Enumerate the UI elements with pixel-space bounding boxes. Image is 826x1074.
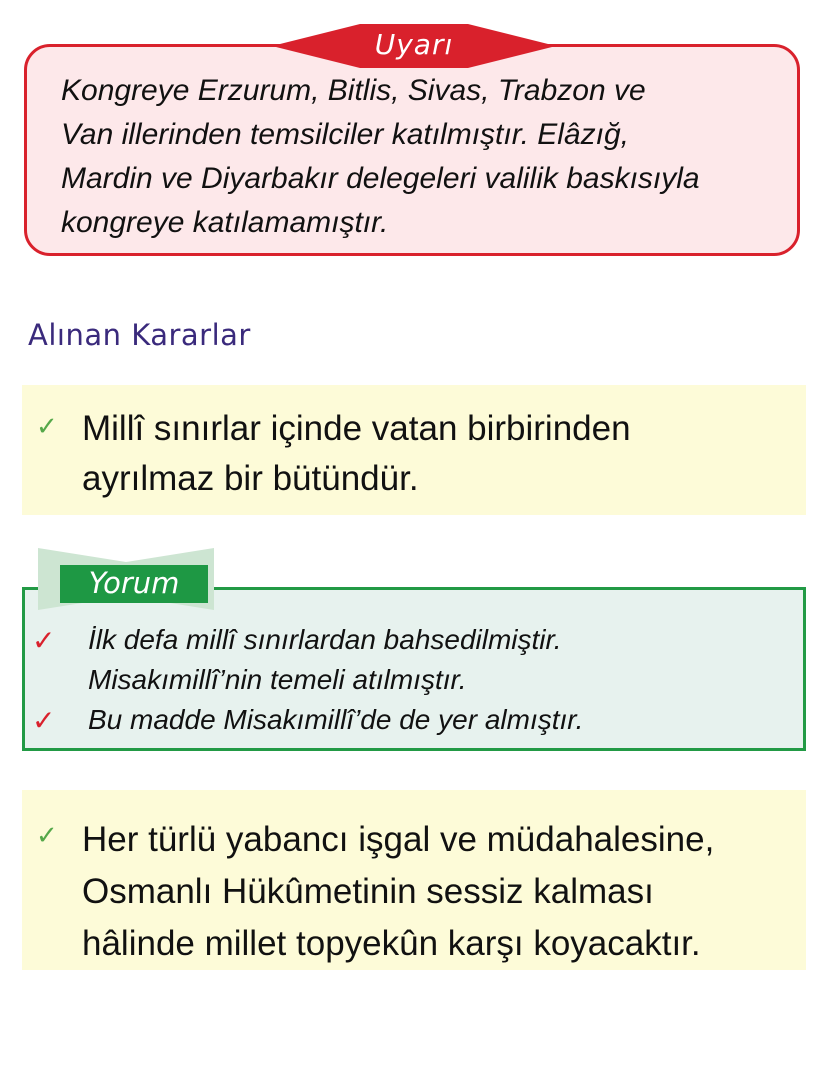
decision-line: hâlinde millet topyekûn karşı koyacaktır. [82, 924, 701, 963]
red-check-icon: ✓ [32, 705, 56, 736]
decision-text [82, 404, 802, 504]
warning-text [61, 69, 801, 245]
section-heading: Alınan Kararlar [28, 318, 251, 352]
warning-line: Mardin ve Diyarbakır delegeleri valilik baskısıyla [61, 162, 700, 195]
decision-text [82, 814, 802, 970]
red-check-icon: ✓ [32, 625, 56, 656]
warning-box [24, 44, 800, 256]
warning-tag [272, 24, 556, 68]
check-icon: ✓ [36, 411, 58, 441]
warning-tag-label: Uyarı [374, 28, 454, 61]
comment-tag-label: Yorum [88, 566, 180, 600]
warning-line: Van illerinden temsilciler katılmıştır. Elâzığ, [61, 118, 629, 151]
warning-line: Kongreye Erzurum, Bitlis, Sivas, Trabzon ve [61, 74, 646, 107]
warning-line: kongreye katılamamıştır. [61, 206, 389, 239]
decision-item [22, 790, 806, 970]
comment-tag [60, 565, 208, 603]
decision-line: Osmanlı Hükûmetinin sessiz kalması [82, 872, 654, 911]
decision-item [22, 385, 806, 515]
comment-line: İlk defa millî sınırlardan bahsedilmiştir. [88, 624, 562, 655]
comment-line: Bu madde Misakımillî’de de yer almıştır. [88, 704, 584, 735]
decision-line: ayrılmaz bir bütündür. [82, 459, 419, 498]
comment-line: Misakımillî’nin temeli atılmıştır. [88, 664, 467, 695]
decision-line: Millî sınırlar içinde vatan birbirinden [82, 409, 631, 448]
decision-line: Her türlü yabancı işgal ve müdahalesine, [82, 820, 715, 859]
check-icon: ✓ [36, 820, 58, 850]
